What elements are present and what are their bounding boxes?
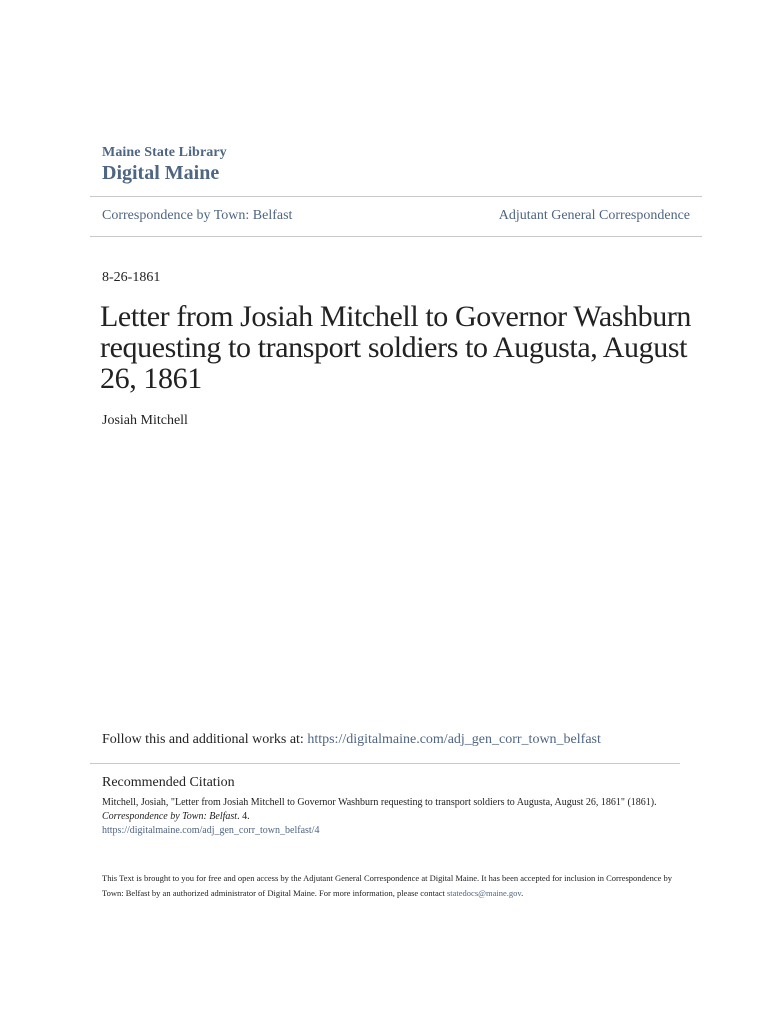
follow-label: Follow this and additional works at: (102, 732, 308, 747)
contact-email-link[interactable]: statedocs@maine.gov (446, 888, 522, 898)
header-divider (90, 196, 702, 197)
citation-body (102, 796, 662, 838)
nav-divider (90, 236, 702, 237)
collection-link[interactable]: Correspondence by Town: Belfast (102, 208, 293, 223)
document-title: Letter from Josiah Mitchell to Governor Washburn requesting to transport soldiers to Augusta, August 26, 1861 (100, 300, 692, 395)
notice-text: This Text is brought to you for free and open access by the Adjutant General Correspondence at Digital Maine. It has been accepted for inclusion in Correspondence by Town: Belfast by an authorized administrator of Digital Maine. For more information, please contact (102, 873, 672, 898)
notice-end: . (521, 888, 524, 898)
repository-name[interactable]: Digital Maine (102, 162, 220, 184)
citation-number: . 4. (237, 811, 250, 822)
document-date: 8-26-1861 (102, 270, 161, 285)
citation-heading: Recommended Citation (102, 775, 235, 790)
document-author: Josiah Mitchell (102, 413, 188, 428)
citation-text: Mitchell, Josiah, "Letter from Josiah Mitchell to Governor Washburn requesting to transport soldiers to Augusta, August 26, 1861" (1861). (102, 797, 657, 808)
follow-line (102, 732, 601, 748)
series-link[interactable]: Adjutant General Correspondence (498, 208, 690, 223)
citation-link[interactable]: https://digitalmaine.com/adj_gen_corr_town_belfast/4 (102, 825, 320, 836)
citation-source: Correspondence by Town: Belfast (102, 811, 238, 822)
library-name: Maine State Library (102, 145, 227, 160)
access-notice (102, 871, 682, 901)
citation-divider (90, 763, 680, 764)
follow-link[interactable]: https://digitalmaine.com/adj_gen_corr_town_belfast (307, 732, 601, 747)
